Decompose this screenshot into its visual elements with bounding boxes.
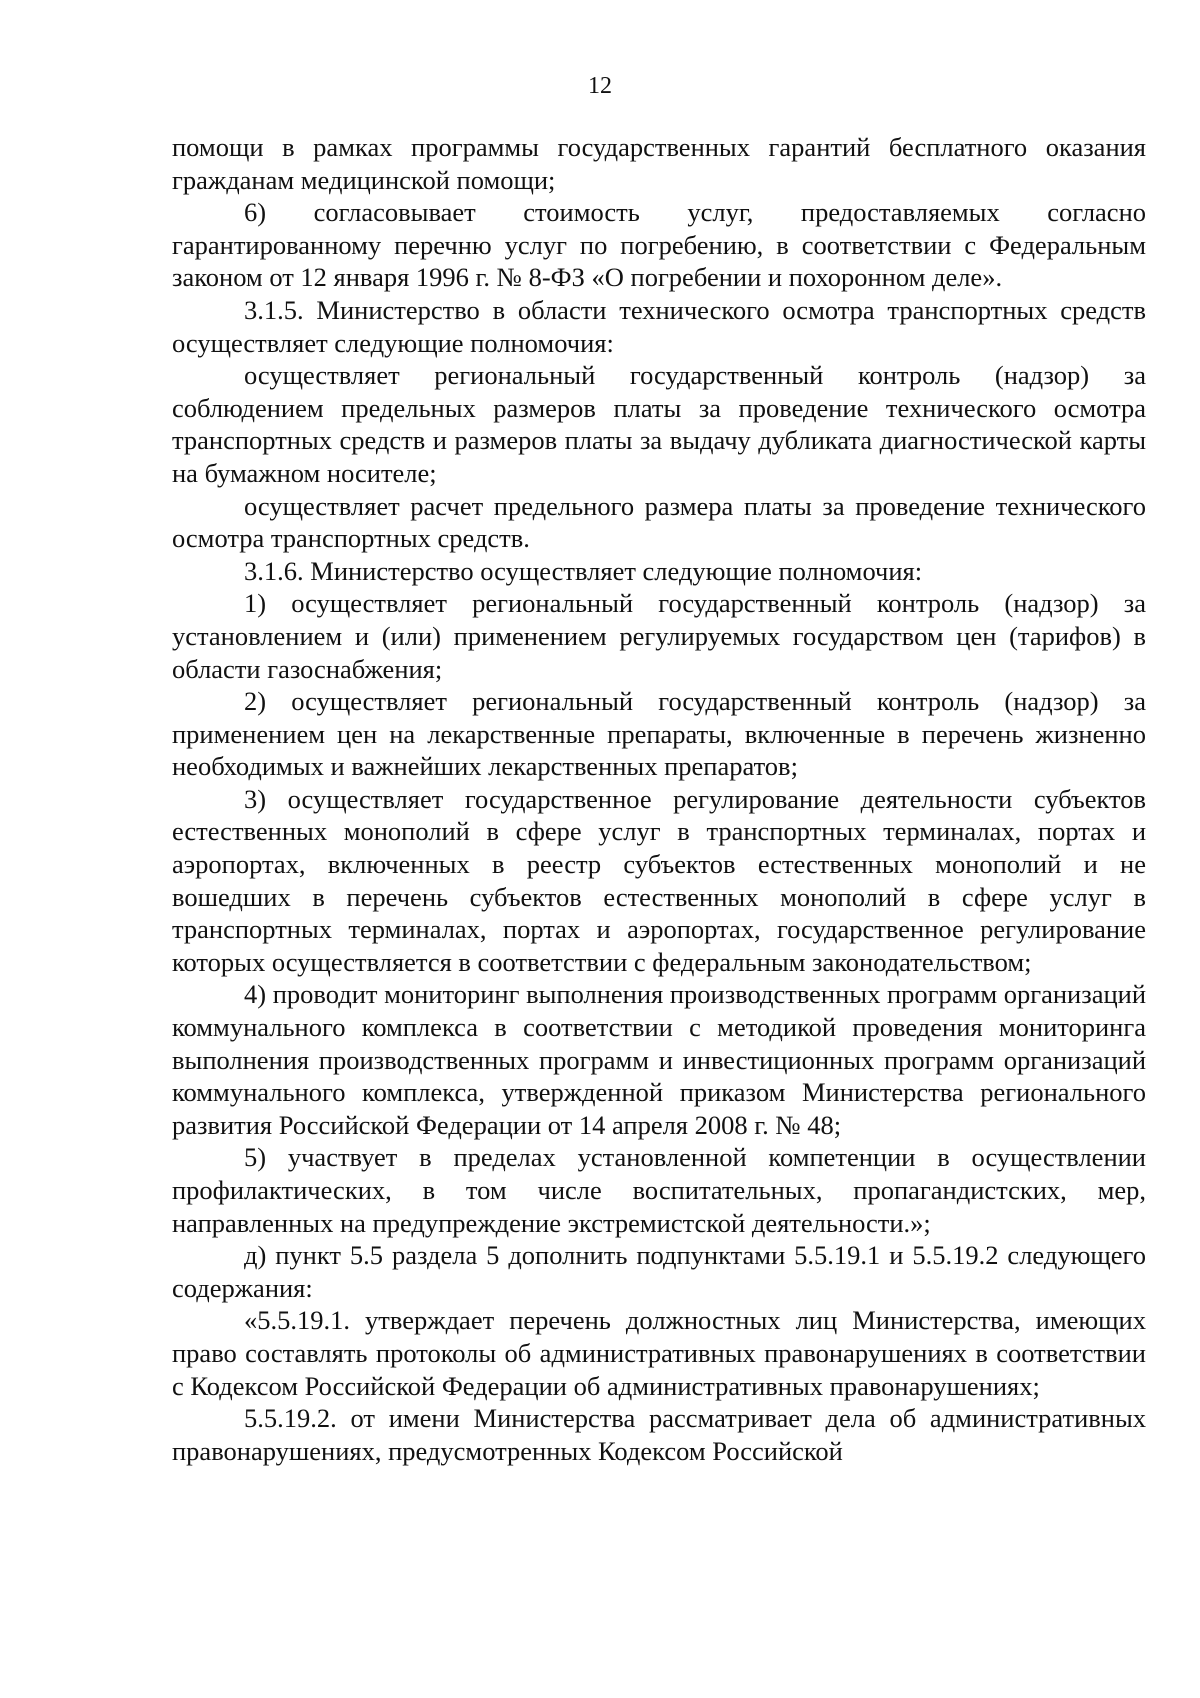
- paragraph-3-1-5: 3.1.5. Министерство в области технического осмотра транспортных средств осуществляет следующие полномочия:: [172, 294, 1146, 358]
- paragraph-item-6: 6) согласовывает стоимость услуг, предоставляемых согласно гарантированному перечню услуг по погребению, в соответствии с Федеральным законом от 12 января 1996 г. № 8-ФЗ «О погребении и похоронном деле».: [172, 197, 1146, 293]
- paragraph-3-1-6: 3.1.6. Министерство осуществляет следующие полномочия:: [244, 555, 923, 586]
- paragraph-item-d: д) пункт 5.5 раздела 5 дополнить подпунктами 5.5.19.1 и 5.5.19.2 следующего содержания:: [172, 1240, 1146, 1303]
- paragraph-item-3: 3) осуществляет государственное регулирование деятельности субъектов естественных монополий в сфере услуг в транспортных терминалах, портах и аэропортах, включенных в реестр субъектов естественных монополий и не вошедших в перечень субъектов естественных монополий в сфере услуг в транспортных терминалах, портах и аэропортах, государственное регулирование которых осуществляется в соответствии с федеральным законодательством;: [172, 783, 1146, 977]
- paragraph-item-5: 5) участвует в пределах установленной компетенции в осуществлении профилактических, в том числе воспитательных, пропагандистских, мер, направленных на предупреждение экстремистской деятельности.»;: [172, 1142, 1146, 1238]
- paragraph-control-oversight: осуществляет региональный государственный контроль (надзор) за соблюдением предельных размеров платы за проведение технического осмотра транспортных средств и размеров платы за выдачу дубликата диагностической карты на бумажном носителе;: [172, 360, 1146, 488]
- paragraph-fee-calculation: осуществляет расчет предельного размера платы за проведение технического осмотра транспортных средств.: [172, 490, 1146, 554]
- paragraph-continuation: помощи в рамках программы государственных гарантий бесплатного оказания гражданам медицинской помощи;: [172, 132, 1146, 195]
- paragraph-item-1: 1) осуществляет региональный государственный контроль (надзор) за установлением и (или) применением регулируемых государством цен (тарифов) в области газоснабжения;: [172, 588, 1146, 684]
- paragraph-5-5-19-1: «5.5.19.1. утверждает перечень должностных лиц Министерства, имеющих право составлять протоколы об административных правонарушениях в соответствии с Кодексом Российской Федерации об административных правонарушениях;: [172, 1305, 1146, 1401]
- page-number: 12: [588, 73, 612, 99]
- paragraph-5-5-19-2: 5.5.19.2. от имени Министерства рассматривает дела об административных правонарушениях, предусмотренных Кодексом Российской: [172, 1403, 1146, 1466]
- document-body: [172, 131, 1146, 1467]
- paragraph-item-2: 2) осуществляет региональный государственный контроль (надзор) за применением цен на лекарственные препараты, включенные в перечень жизненно необходимых и важнейших лекарственных препаратов;: [172, 686, 1146, 782]
- paragraph-item-4: 4) проводит мониторинг выполнения производственных программ организаций коммунального комплекса в соответствии с методикой проведения мониторинга выполнения производственных программ и инвестиционных программ организаций коммунального комплекса, утвержденной приказом Министерства регионального развития Российской Федерации от 14 апреля 2008 г. № 48;: [172, 979, 1146, 1140]
